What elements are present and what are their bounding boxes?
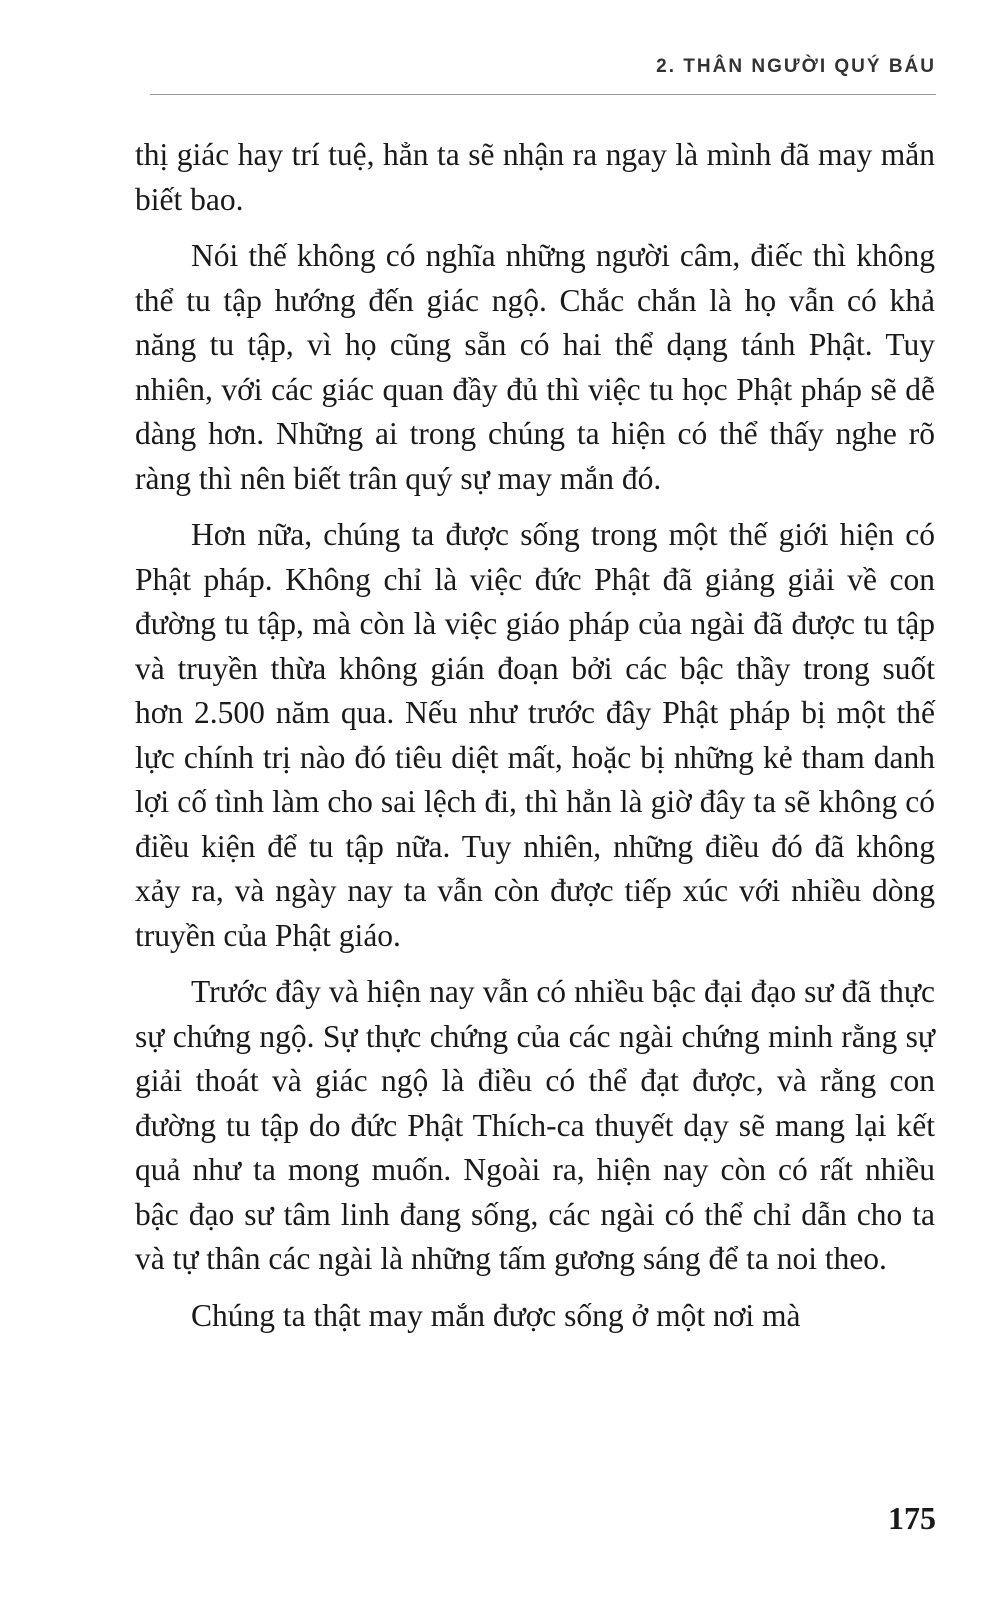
- paragraph-5: Chúng ta thật may mắn được sống ở một nơi mà: [191, 1297, 801, 1333]
- body-text: [135, 133, 935, 1350]
- paragraph-2: Nói thế không có nghĩa những người câm, điếc thì không thể tu tập hướng đến giác ngộ. Chắc chắn là họ vẫn có khả năng tu tập, vì họ cũng sẵn có hai thể dạng tánh Phật. Tuy nhiên, với các giác quan đầy đủ thì việc tu học Phật pháp sẽ dễ dàng hơn. Những ai trong chúng ta hiện có thể thấy nghe rõ ràng thì nên biết trân quý sự may mắn đó.: [135, 238, 935, 496]
- running-header-title: 2. THÂN NGƯỜI QUÝ BÁU: [656, 56, 936, 77]
- paragraph-1: thị giác hay trí tuệ, hẳn ta sẽ nhận ra ngay là mình đã may mắn biết bao.: [135, 137, 935, 217]
- header-divider: [150, 94, 936, 95]
- page-number: 175: [888, 1500, 936, 1536]
- paragraph-4: Trước đây và hiện nay vẫn có nhiều bậc đại đạo sư đã thực sự chứng ngộ. Sự thực chứng của các ngài chứng minh rằng sự giải thoát và giác ngộ là điều có thể đạt được, và rằng con đường tu tập do đức Phật Thích-ca thuyết dạy sẽ mang lại kết quả như ta mong muốn. Ngoài ra, hiện nay còn có rất nhiều bậc đạo sư tâm linh đang sống, các ngài có thể chỉ dẫn cho ta và tự thân các ngài là những tấm gương sáng để ta noi theo.: [135, 974, 935, 1276]
- paragraph-3: Hơn nữa, chúng ta được sống trong một thế giới hiện có Phật pháp. Không chỉ là việc đức Phật đã giảng giải về con đường tu tập, mà còn là việc giáo pháp của ngài đã được tu tập và truyền thừa không gián đoạn bởi các bậc thầy trong suốt hơn 2.500 năm qua. Nếu như trước đây Phật pháp bị một thế lực chính trị nào đó tiêu diệt mất, hoặc bị những kẻ tham danh lợi cố tình làm cho sai lệch đi, thì hẳn là giờ đây ta sẽ không có điều kiện để tu tập nữa. Tuy nhiên, những điều đó đã không xảy ra, và ngày nay ta vẫn còn được tiếp xúc với nhiều dòng truyền của Phật giáo.: [135, 517, 935, 953]
